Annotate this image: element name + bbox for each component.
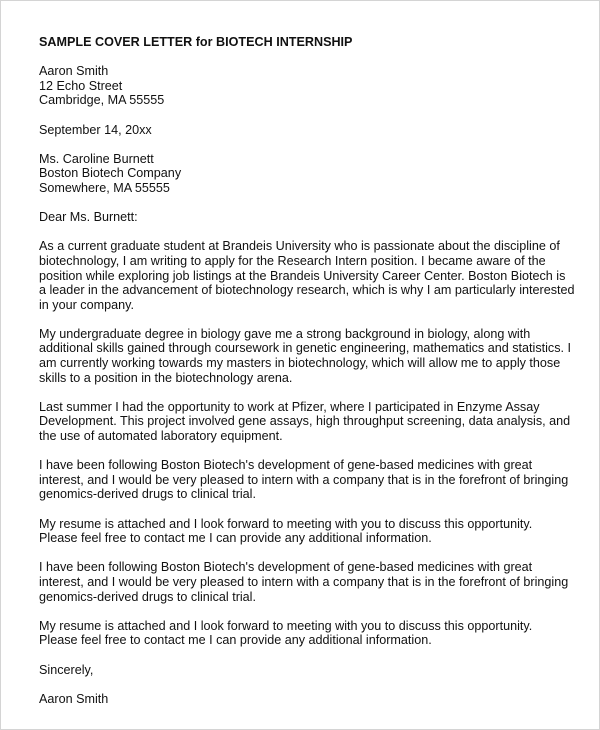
paragraph-line: genomics-derived drugs to clinical trial.: [39, 487, 256, 502]
closing: Sincerely,: [39, 662, 94, 677]
salutation: Dear Ms. Burnett:: [39, 210, 138, 225]
paragraph-line: biotechnology, I am writing to apply for the Research Intern position. I became aware of the: [39, 253, 546, 268]
paragraph-line: position while exploring job listings at the Brandeis University Career Center. Boston Biotech is: [39, 268, 566, 283]
body-paragraph: [39, 560, 579, 604]
paragraph-line: genomics-derived drugs to clinical trial.: [39, 589, 256, 604]
paragraph-line: Please feel free to contact me I can provide any additional information.: [39, 633, 432, 648]
sender-name: Aaron Smith: [39, 64, 109, 79]
paragraph-line: I have been following Boston Biotech's development of gene-based medicines with great: [39, 560, 533, 575]
paragraph-line: As a current graduate student at Brandeis University who is passionate about the discipline of: [39, 239, 560, 254]
body-paragraph: [39, 619, 579, 648]
body-paragraph: [39, 239, 579, 312]
paragraph-line: My resume is attached and I look forward to meeting with you to discuss this opportunity.: [39, 618, 533, 633]
letter-body: [39, 239, 579, 648]
letter-content: [39, 35, 579, 721]
paragraph-line: skills to a position in the biotechnology arena.: [39, 370, 293, 385]
sender-street: 12 Echo Street: [39, 78, 123, 93]
signature: Aaron Smith: [39, 691, 109, 706]
paragraph-line: Development. This project involved gene assays, high throughput screening, data analysis, and: [39, 414, 571, 429]
paragraph-line: interest, and I would be very pleased to intern with a company that is in the forefront of bringing: [39, 574, 569, 589]
body-paragraph: [39, 517, 579, 546]
paragraph-line: a leader in the advancement of biotechnology research, which is why I am particularly interested: [39, 283, 575, 298]
letter-date: September 14, 20xx: [39, 122, 152, 137]
sender-city: Cambridge, MA 55555: [39, 93, 165, 108]
paragraph-line: Please feel free to contact me I can provide any additional information.: [39, 531, 432, 546]
paragraph-line: the use of automated laboratory equipment.: [39, 429, 283, 444]
body-paragraph: [39, 458, 579, 502]
letter-title: SAMPLE COVER LETTER for BIOTECH INTERNSHIP: [39, 35, 353, 49]
paragraph-line: I have been following Boston Biotech's development of gene-based medicines with great: [39, 458, 533, 473]
paragraph-line: My resume is attached and I look forward to meeting with you to discuss this opportunity.: [39, 516, 533, 531]
body-paragraph: [39, 400, 579, 444]
sender-address: [39, 64, 579, 108]
paragraph-line: am currently working towards my masters in biotechnology, which will allow me to apply those: [39, 356, 561, 371]
recipient-city: Somewhere, MA 55555: [39, 180, 170, 195]
recipient-name: Ms. Caroline Burnett: [39, 151, 154, 166]
paragraph-line: Last summer I had the opportunity to work at Pfizer, where I participated in Enzyme Assay: [39, 399, 540, 414]
paragraph-line: My undergraduate degree in biology gave me a strong background in biology, along with: [39, 326, 531, 341]
recipient-company: Boston Biotech Company: [39, 166, 182, 181]
paragraph-line: additional skills gained through coursework in genetic engineering, mathematics and statistics. I: [39, 341, 572, 356]
recipient-address: [39, 152, 579, 196]
body-paragraph: [39, 327, 579, 385]
paragraph-line: interest, and I would be very pleased to intern with a company that is in the forefront of bringing: [39, 472, 569, 487]
paragraph-line: in your company.: [39, 297, 134, 312]
